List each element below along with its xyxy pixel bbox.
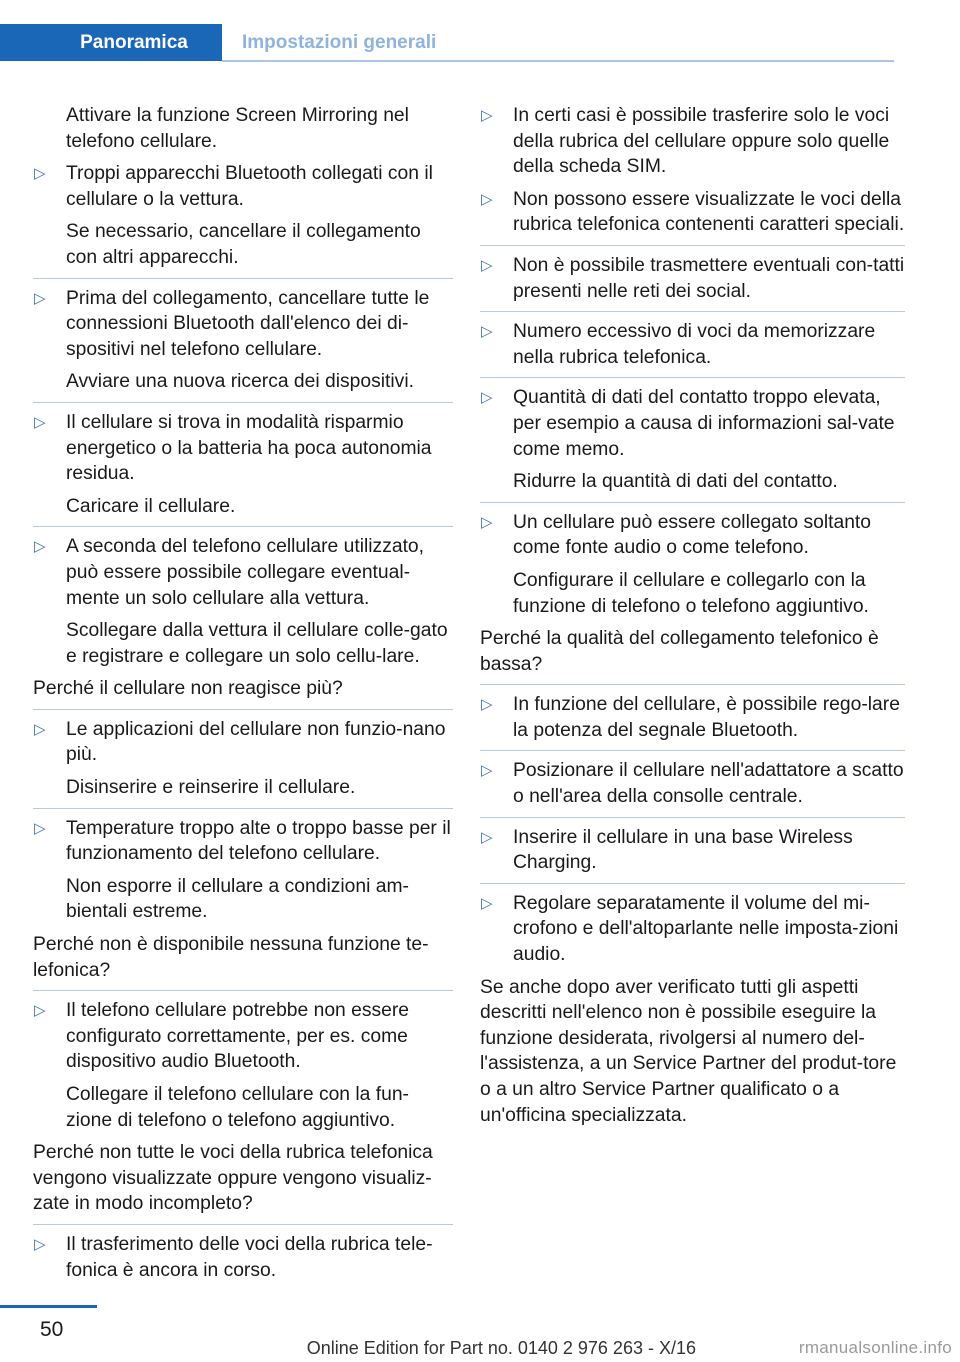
list-item	[480, 510, 905, 561]
list-item	[33, 816, 453, 867]
list-item	[33, 286, 453, 363]
list-item	[480, 385, 905, 462]
list-item	[480, 319, 905, 370]
footer-divider	[0, 1305, 97, 1308]
left-column	[33, 103, 453, 1290]
list-item	[33, 717, 453, 768]
tab-impostazioni-generali[interactable]: Impostazioni generali	[242, 31, 437, 53]
question-paragraph: Perché non è disponibile nessuna funzione te‐lefonica?	[33, 934, 429, 981]
list-item	[480, 891, 905, 968]
triangle-bullet-icon: ▷	[34, 720, 46, 738]
list-item	[480, 187, 905, 238]
triangle-bullet-icon: ▷	[481, 323, 493, 341]
triangle-bullet-icon: ▷	[481, 107, 493, 124]
list-item-text: Il cellulare si trova in modalità risparmio energetico o la batteria ha poca autonomia residua.	[66, 411, 432, 485]
list-separator	[480, 883, 905, 884]
list-item	[33, 410, 453, 487]
triangle-bullet-icon: ▷	[481, 894, 493, 912]
triangle-bullet-icon: ▷	[481, 828, 493, 846]
triangle-bullet-icon: ▷	[481, 696, 493, 714]
list-separator	[480, 245, 905, 246]
list-separator	[33, 709, 453, 710]
triangle-bullet-icon: ▷	[34, 819, 46, 837]
list-separator	[480, 377, 905, 378]
tab-panoramica[interactable]: Panoramica	[0, 24, 222, 61]
list-separator	[33, 1224, 453, 1225]
edition-note: Online Edition for Part no. 0140 2 976 263 - X/16	[306, 1338, 696, 1358]
triangle-bullet-icon: ▷	[481, 513, 493, 531]
list-separator	[480, 311, 905, 312]
triangle-bullet-icon: ▷	[34, 165, 46, 183]
question-paragraph: Se anche dopo aver verificato tutti gli aspetti descritti nell'elenco non è possibile eseguire la funzione desiderata, rivolgersi al numero del‐l'assistenza, a un Service Partner del produt‐tore o a un altro Service Partner qualificato o a un'officina specializzata.	[480, 976, 897, 1126]
triangle-bullet-icon: ▷	[34, 1002, 46, 1020]
triangle-bullet-icon: ▷	[481, 762, 493, 780]
list-item	[33, 1232, 453, 1283]
list-item-text: Il trasferimento delle voci della rubrica tele‐fonica è ancora in corso.	[66, 1233, 433, 1281]
triangle-bullet-icon: ▷	[34, 289, 46, 307]
page-header	[0, 0, 960, 64]
list-item-text: Non è possibile trasmettere eventuali con‐tatti presenti nelle reti dei social.	[513, 254, 905, 302]
list-separator	[33, 402, 453, 403]
triangle-bullet-icon: ▷	[481, 256, 493, 274]
list-item-text: Temperature troppo alte o troppo basse per il funzionamento del telefono cellulare.	[66, 817, 451, 865]
header-divider	[222, 60, 894, 62]
list-item-text: Numero eccessivo di voci da memorizzare nella rubrica telefonica.	[513, 321, 876, 368]
list-item-text: Quantità di dati del contatto troppo elevata, per esempio a causa di informazioni sal‐vate come memo.	[513, 387, 895, 460]
triangle-bullet-icon: ▷	[481, 389, 493, 407]
triangle-bullet-icon: ▷	[34, 1235, 46, 1253]
list-item-text: Inserire il cellulare in una base Wireless Charging.	[513, 826, 853, 874]
list-item	[480, 692, 905, 743]
list-separator	[480, 750, 905, 751]
list-item-text: Prima del collegamento, cancellare tutte le connessioni Bluetooth dall'elenco dei di‐spositivi nel telefono cellulare.	[66, 287, 430, 360]
list-item-text: Troppi apparecchi Bluetooth collegati con il cellulare o la vettura.	[66, 163, 433, 210]
list-item-text: In funzione del cellulare, è possibile rego‐lare la potenza del segnale Bluetooth.	[513, 694, 900, 741]
question-paragraph: Perché il cellulare non reagisce più?	[33, 678, 343, 700]
list-item	[33, 998, 453, 1075]
remedy-note: Se necessario, cancellare il collegamento con altri apparecchi.	[66, 221, 421, 268]
triangle-bullet-icon: ▷	[481, 190, 493, 208]
list-separator	[480, 817, 905, 818]
list-separator	[33, 990, 453, 991]
remedy-note: Scollegare dalla vettura il cellulare colle‐gato e registrare e collegare un solo cellu‐lare.	[66, 620, 448, 667]
list-item-text: Regolare separatamente il volume del mi‐crofono e dell'altoparlante nelle imposta‐zioni audio.	[513, 892, 899, 966]
remedy-note: Disinserire e reinserire il cellulare.	[66, 777, 356, 799]
list-item-text: Le applicazioni del cellulare non funzio‐nano più.	[66, 718, 446, 766]
remedy-note: Avviare una nuova ricerca dei dispositivi.	[66, 371, 414, 393]
list-separator	[480, 502, 905, 503]
remedy-note: Collegare il telefono cellulare con la fun‐zione di telefono o telefono aggiuntivo.	[66, 1084, 409, 1131]
list-separator	[480, 684, 905, 685]
remedy-note: Attivare la funzione Screen Mirroring nel telefono cellulare.	[66, 105, 409, 152]
question-paragraph: Perché non tutte le voci della rubrica telefonica vengono visualizzate oppure vengono visualiz‐zate in modo incompleto?	[33, 1142, 433, 1215]
question-paragraph: Perché la qualità del collegamento telefonico è bassa?	[480, 628, 879, 675]
remedy-note: Non esporre il cellulare a condizioni am‐bientali estreme.	[66, 875, 409, 923]
triangle-bullet-icon: ▷	[34, 413, 46, 431]
remedy-note: Caricare il cellulare.	[66, 495, 236, 517]
page-number: 50	[40, 1318, 64, 1341]
list-item	[33, 534, 453, 611]
list-item-text: Non possono essere visualizzate le voci della rubrica telefonica contenenti caratteri speciali.	[513, 188, 905, 236]
list-item	[480, 103, 905, 180]
list-item-text: In certi casi è possibile trasferire solo le voci della rubrica del cellulare oppure solo quelle della scheda SIM.	[513, 105, 890, 178]
remedy-note: Configurare il cellulare e collegarlo con la funzione di telefono o telefono aggiuntivo.	[513, 569, 869, 617]
list-item	[480, 253, 905, 304]
watermark: rmanualsonline.info	[798, 1338, 952, 1357]
list-separator	[33, 808, 453, 809]
list-separator	[33, 526, 453, 527]
triangle-bullet-icon: ▷	[34, 538, 46, 556]
list-item	[480, 758, 905, 809]
list-item-text: Il telefono cellulare potrebbe non essere configurato correttamente, per es. come dispositivo audio Bluetooth.	[66, 1000, 410, 1073]
list-item-text: Un cellulare può essere collegato soltanto come fonte audio o come telefono.	[513, 511, 871, 559]
list-item-text: A seconda del telefono cellulare utilizzato, può essere possibile collegare eventual‐mente un solo cellulare alla vettura.	[66, 536, 425, 609]
right-column	[480, 103, 905, 1135]
list-item	[480, 825, 905, 876]
remedy-note: Ridurre la quantità di dati del contatto.	[513, 471, 838, 493]
list-item-text: Posizionare il cellulare nell'adattatore a scatto o nell'area della consolle centrale.	[513, 760, 904, 808]
list-item	[33, 161, 453, 212]
list-separator	[33, 278, 453, 279]
